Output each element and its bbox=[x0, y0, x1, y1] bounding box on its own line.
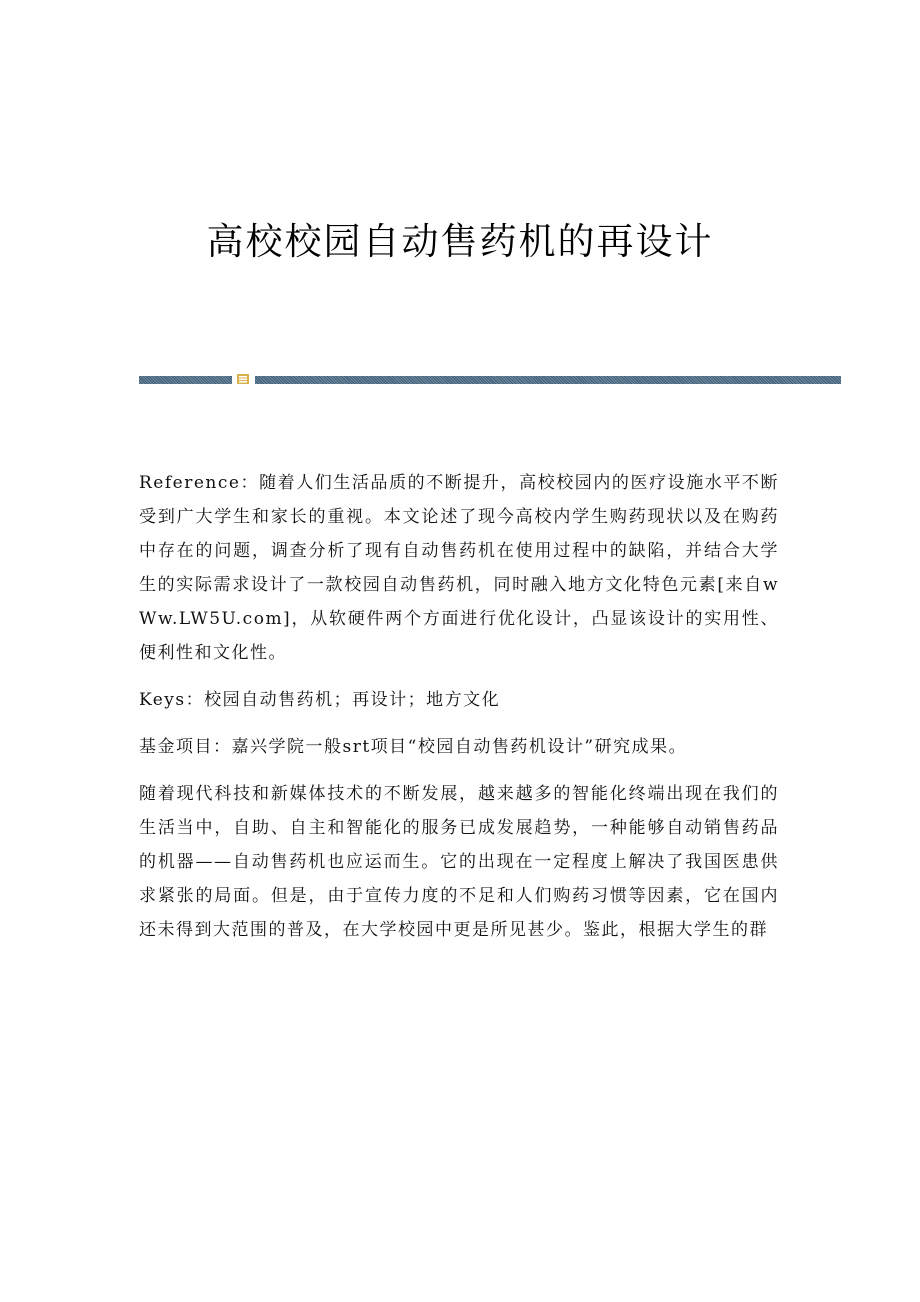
document-body bbox=[139, 466, 779, 960]
body-paragraph: 随着现代科技和新媒体技术的不断发展，越来越多的智能化终端出现在我们的生活当中，自助、自主和智能化的服务已成发展趋势，一种能够自动销售药品的机器——自动售药机也应运而生。它的出现在一定程度上解决了我国医患供求紧张的局面。但是，由于宣传力度的不足和人们购药习惯等因素，它在国内还未得到大范围的普及，在大学校园中更是所见甚少。鉴此，根据大学生的群 bbox=[139, 784, 779, 940]
divider-bar-left bbox=[139, 376, 232, 384]
divider-ornament-icon bbox=[237, 372, 249, 386]
keywords-paragraph: Keys：校园自动售药机；再设计；地方文化 bbox=[139, 690, 501, 710]
abstract-paragraph: Reference：随着人们生活品质的不断提升，高校校园内的医疗设施水平不断受到广大学生和家长的重视。本文论述了现今高校内学生购药现状以及在购药中存在的问题，调查分析了现有自动售药机在使用过程中的缺陷，并结合大学生的实际需求设计了一款校园自动售药机，同时融入地方文化特色元素[来自wWw.LW5U.com]，从软硬件两个方面进行优化设计，凸显该设计的实用性、便利性和文化性。 bbox=[139, 473, 779, 663]
title-divider bbox=[139, 371, 841, 387]
document-title: 高校校园自动售药机的再设计 bbox=[206, 220, 714, 263]
divider-bar-right bbox=[255, 376, 841, 384]
funding-paragraph: 基金项目：嘉兴学院一般srt项目“校园自动售药机设计”研究成果。 bbox=[139, 737, 688, 757]
